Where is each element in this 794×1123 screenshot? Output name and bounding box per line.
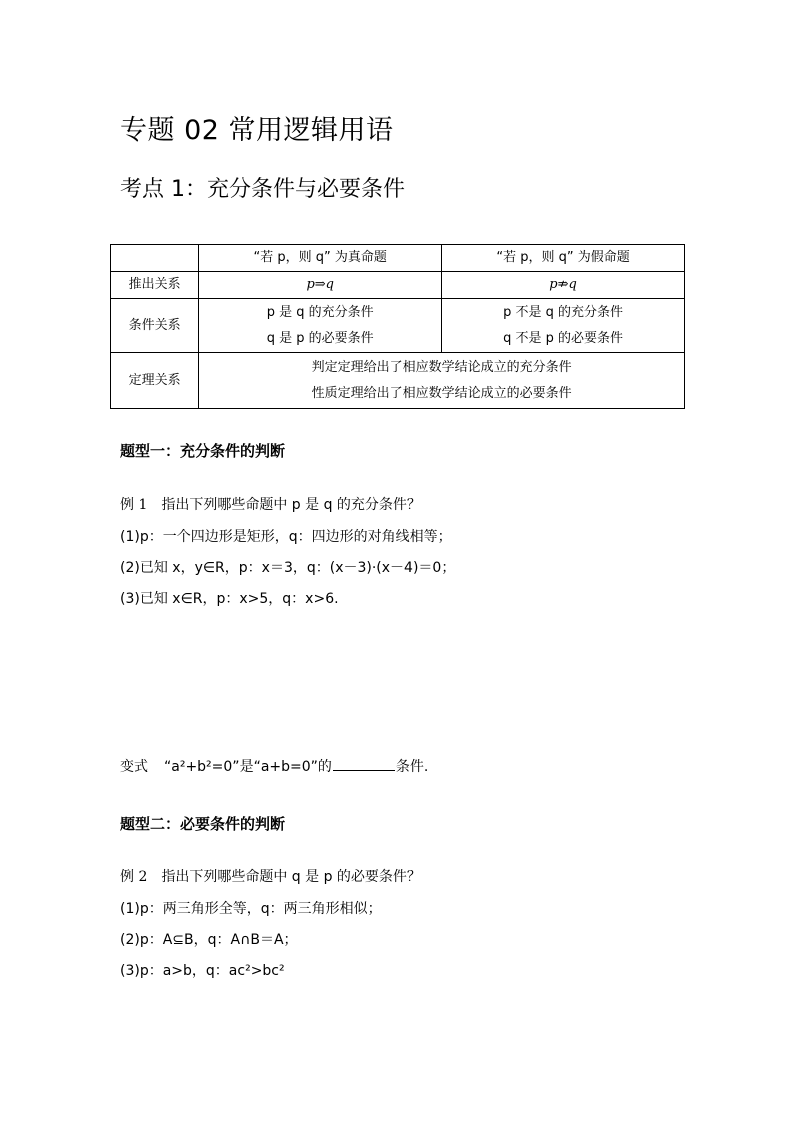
table-row: [111, 353, 685, 409]
table-header-false: “若 p，则 q” 为假命题: [442, 245, 685, 272]
table-header-row: [111, 245, 685, 272]
section-heading-1: 题型一：充分条件的判断: [120, 442, 286, 460]
row-label-implication: 推出关系: [111, 272, 199, 299]
page-title: 专题 02 常用逻辑用语: [120, 115, 394, 146]
example-2-item: (2)p：A⊆B，q：A∩B＝A；: [120, 932, 298, 948]
cell-text: p⇏q: [549, 277, 577, 292]
cell-line: p 是 q 的充分条件: [266, 304, 374, 320]
condition-table: [110, 244, 685, 409]
variant-text-end: 条件.: [395, 759, 429, 775]
section-heading-2: 题型二：必要条件的判断: [120, 815, 286, 833]
example-2-item: (1)p：两三角形全等，q：两三角形相似；: [120, 901, 382, 917]
example-1-line: [120, 494, 421, 514]
cell-condition-false: [442, 299, 685, 353]
example-text: 指出下列哪些命题中 q 是 p 的必要条件？: [161, 869, 421, 885]
cell-line: p 不是 q 的充分条件: [503, 304, 624, 320]
cell-line: 判定定理给出了相应数学结论成立的充分条件: [311, 359, 572, 375]
variant-line: [120, 756, 428, 776]
variant-text: “a²+b²=0”是“a+b=0”的: [164, 759, 332, 775]
cell-theorem-merged: [199, 353, 685, 409]
example-1-item: (3)已知 x∈R，p：x>5，q：x>6.: [120, 591, 339, 607]
table-row: [111, 272, 685, 299]
cell-text: p⇒q: [306, 277, 334, 292]
cell-implication-true: [199, 272, 442, 299]
cell-implication-false: [442, 272, 685, 299]
cell-condition-true: [199, 299, 442, 353]
example-text: 指出下列哪些命题中 p 是 q 的充分条件？: [161, 497, 421, 513]
answer-blank[interactable]: [333, 756, 395, 771]
example-label: 例 2: [120, 869, 148, 885]
cell-line: q 不是 p 的必要条件: [503, 330, 624, 346]
topic-subtitle: 考点 1：充分条件与必要条件: [120, 177, 405, 202]
example-1-item: (2)已知 x，y∈R，p：x＝3，q：(x－3)·(x－4)＝0；: [120, 560, 456, 576]
table-corner-cell: [111, 245, 199, 272]
table-row: [111, 299, 685, 353]
row-label-theorem: 定理关系: [111, 353, 199, 409]
example-2-item: (3)p：a>b，q：ac²>bc²: [120, 963, 285, 979]
example-2-line: [120, 866, 421, 886]
example-label: 例 1: [120, 497, 148, 513]
row-label-condition: 条件关系: [111, 299, 199, 353]
example-1-item: (1)p：一个四边形是矩形，q：四边形的对角线相等；: [120, 529, 452, 545]
variant-label: 变式: [120, 759, 148, 775]
table-header-true: “若 p，则 q” 为真命题: [199, 245, 442, 272]
cell-line: 性质定理给出了相应数学结论成立的必要条件: [311, 385, 572, 401]
cell-line: q 是 p 的必要条件: [266, 330, 374, 346]
